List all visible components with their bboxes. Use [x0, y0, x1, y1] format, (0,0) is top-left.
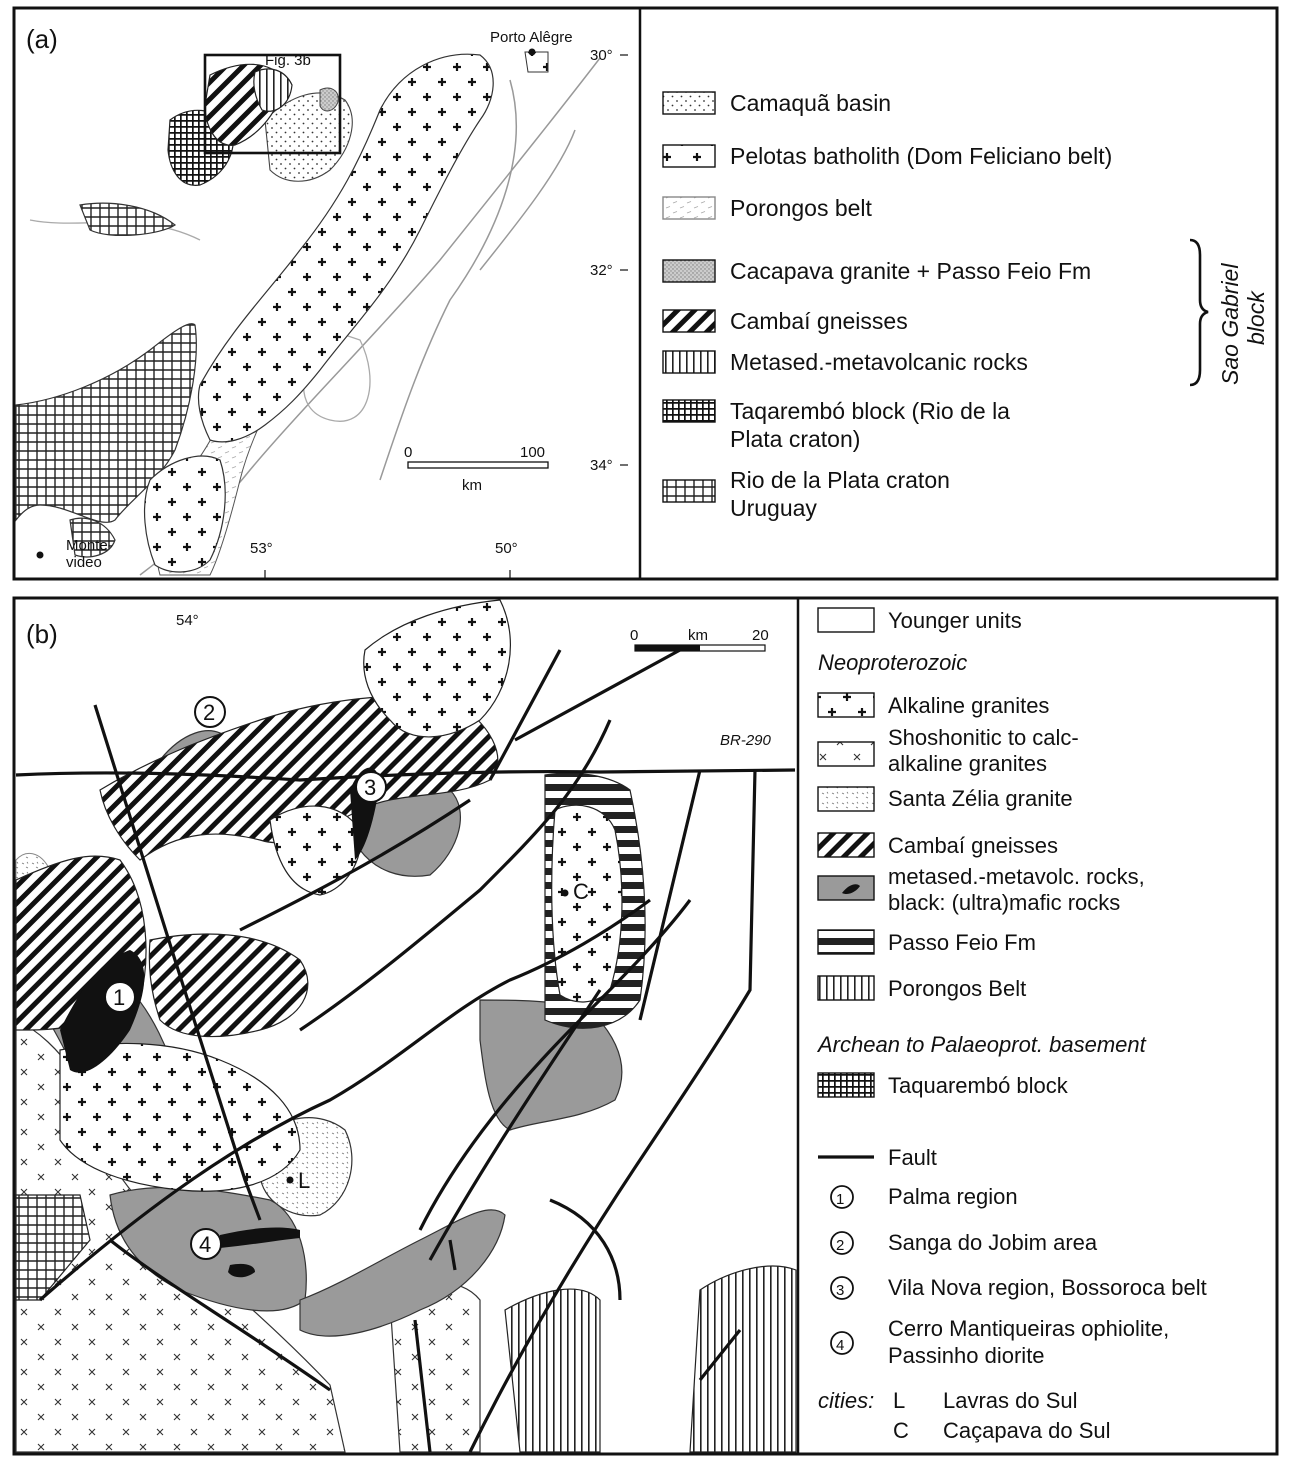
- svg-text:Taqarembó block (Rio de la: Taqarembó block (Rio de la: [730, 398, 1010, 424]
- legend-taquarembo: [818, 1073, 1069, 1098]
- city-montevideo-1: Monte-: [66, 537, 113, 554]
- svg-text:Lavras do Sul: Lavras do Sul: [943, 1388, 1078, 1413]
- svg-text:Fault: Fault: [888, 1145, 937, 1170]
- svg-text:Passo Feio Fm: Passo Feio Fm: [888, 930, 1036, 955]
- unit-pelotas-batholith: [145, 456, 226, 572]
- svg-text:Shoshonitic to calc-: Shoshonitic to calc-: [888, 725, 1079, 750]
- legend-item-pelotas: [663, 143, 1112, 169]
- unit-porongos: [505, 1289, 600, 1452]
- svg-text:Porongos Belt: Porongos Belt: [888, 976, 1027, 1001]
- svg-text:Caçapava do Sul: Caçapava do Sul: [943, 1418, 1111, 1443]
- svg-text:2: 2: [203, 700, 216, 725]
- lon-label-b: 54°: [176, 612, 199, 629]
- svg-text:Cambaí gneisses: Cambaí gneisses: [730, 308, 908, 334]
- legend-item-cambai: [663, 308, 908, 334]
- scale-bar-a: [408, 462, 548, 468]
- city-montevideo-2: video: [66, 554, 102, 571]
- svg-text:Rio de la Plata craton: Rio de la Plata craton: [730, 467, 950, 493]
- site-3: [356, 772, 386, 802]
- scale-unit: km: [462, 477, 482, 494]
- svg-text:black: (ultra)mafic rocks: black: (ultra)mafic rocks: [888, 890, 1121, 915]
- svg-text:Camaquã basin: Camaquã basin: [730, 90, 892, 116]
- unit-pelotas-batholith: [525, 52, 548, 72]
- scale-start: 0: [630, 627, 639, 644]
- svg-text:3: 3: [836, 1282, 845, 1299]
- svg-text:2: 2: [836, 1237, 845, 1254]
- city-dot-porto-alegre: [529, 49, 536, 56]
- city-dot-lavras: [287, 1177, 294, 1184]
- svg-text:Younger units: Younger units: [888, 608, 1022, 633]
- city-dot-montevideo: [37, 552, 44, 559]
- city-l-letter: L: [298, 1168, 311, 1193]
- svg-text:Palma region: Palma region: [888, 1184, 1018, 1209]
- svg-text:metased.-metavolc. rocks,: metased.-metavolc. rocks,: [888, 864, 1145, 889]
- panel-a: [14, 8, 1277, 579]
- legend-porongos: [818, 976, 1026, 1001]
- svg-text:Cerro Mantiqueiras ophiolite,: Cerro Mantiqueiras ophiolite,: [888, 1316, 1170, 1341]
- legend-cambai: [818, 833, 1058, 858]
- lat-label: 32°: [590, 262, 613, 279]
- scale-unit: km: [688, 627, 708, 644]
- legend-passo-feio: [818, 930, 1036, 955]
- scale-end: 100: [520, 444, 546, 461]
- scale-bar-b-fill: [635, 645, 700, 651]
- panel-a-label: (a): [26, 24, 58, 54]
- legend-alkaline: [818, 693, 1049, 718]
- svg-text:C: C: [893, 1418, 909, 1443]
- svg-text:4: 4: [199, 1232, 212, 1257]
- svg-text:Cacapava granite + Passo Feio: Cacapava granite + Passo Feio Fm: [730, 258, 1092, 284]
- site-2: [195, 697, 225, 727]
- unit-porongos: [690, 1266, 796, 1452]
- svg-text:Sanga do Jobim area: Sanga do Jobim area: [888, 1230, 1098, 1255]
- city-dot-cacapava: [562, 890, 569, 897]
- svg-text:3: 3: [364, 775, 377, 800]
- svg-text:L: L: [893, 1388, 906, 1413]
- svg-text:Uruguay: Uruguay: [730, 495, 817, 521]
- scale-start: 0: [404, 444, 413, 461]
- legend-item-camaqua: [663, 90, 891, 116]
- svg-text:Vila Nova region, Bossoroca be: Vila Nova region, Bossoroca belt: [888, 1275, 1207, 1300]
- city-porto-alegre: Porto Alêgre: [490, 29, 573, 46]
- site-4: [191, 1229, 221, 1259]
- panel-b: [14, 598, 1277, 1454]
- lat-label: 30°: [590, 47, 613, 64]
- sao-gabriel-label-2: block: [1243, 291, 1269, 345]
- legend-site-3: [831, 1275, 1207, 1300]
- svg-text:1: 1: [113, 985, 126, 1010]
- svg-text:Santa Zélia granite: Santa Zélia granite: [888, 786, 1073, 811]
- legend-heading-neo: Neoproterozoic: [818, 650, 968, 675]
- svg-text:Metased.-metavolcanic rocks: Metased.-metavolcanic rocks: [730, 349, 1028, 375]
- legend-heading-archean: Archean to Palaeoprot. basement: [818, 1032, 1146, 1057]
- inset-label: Fig. 3b: [265, 52, 311, 69]
- legend-item-porongos: [663, 195, 873, 221]
- city-c-letter: C: [573, 879, 589, 904]
- svg-text:Cambaí gneisses: Cambaí gneisses: [888, 833, 1058, 858]
- svg-text:Taquarembó block: Taquarembó block: [888, 1073, 1068, 1098]
- svg-text:alkaline granites: alkaline granites: [888, 751, 1047, 776]
- svg-text:4: 4: [836, 1337, 845, 1354]
- svg-text:Alkaline granites: Alkaline granites: [888, 693, 1050, 718]
- svg-text:Plata craton): Plata craton): [730, 426, 861, 452]
- lon-label: 50°: [495, 540, 518, 557]
- site-1: [105, 982, 135, 1012]
- lon-label: 53°: [250, 540, 273, 557]
- svg-text:Passinho diorite: Passinho diorite: [888, 1343, 1045, 1368]
- lat-label: 34°: [590, 457, 613, 474]
- svg-text:cities:: cities:: [818, 1388, 875, 1413]
- legend-santa-zelia: [818, 786, 1073, 811]
- road-label: BR-290: [720, 732, 771, 749]
- legend-younger: [818, 608, 1022, 633]
- panel-b-label: (b): [26, 619, 58, 649]
- svg-text:1: 1: [836, 1191, 845, 1208]
- sao-gabriel-label-1: Sao Gabriel: [1217, 263, 1243, 385]
- svg-text:Porongos belt: Porongos belt: [730, 195, 872, 221]
- scale-end: 20: [752, 627, 769, 644]
- svg-text:Pelotas batholith (Dom Felicia: Pelotas batholith (Dom Feliciano belt): [730, 143, 1113, 169]
